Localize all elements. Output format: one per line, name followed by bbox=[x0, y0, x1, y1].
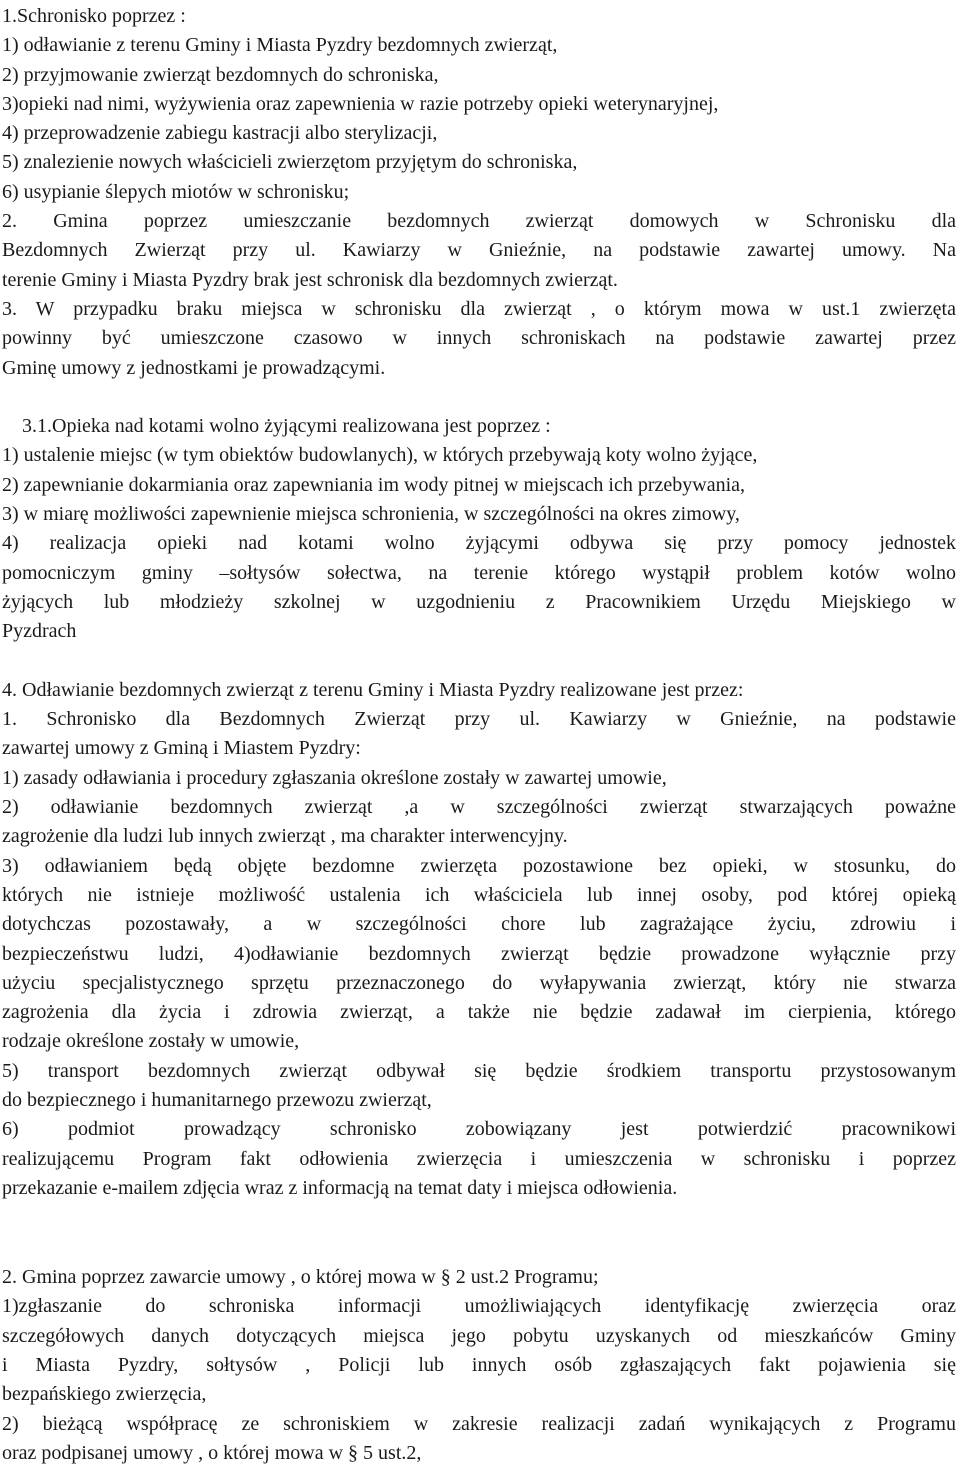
paragraph-line: bezpieczeństwu ludzi, 4)odławianie bezdomnych zwierząt będzie prowadzone wyłącznie przy bbox=[2, 942, 956, 965]
paragraph-line: i Miasta Pyzdry, sołtysów , Policji lub innych osób zgłaszających fakt pojawienia się bbox=[2, 1354, 956, 1377]
paragraph-line: Bezdomnych Zwierząt przy ul. Kawiarzy w Gnieźnie, na podstawie zawartej umowy. Na bbox=[2, 239, 956, 262]
paragraph-line: 3)opieki nad nimi, wyżywienia oraz zapewnienia w razie potrzeby opieki weterynaryjnej, bbox=[2, 92, 719, 115]
paragraph-line: Gminę umowy z jednostkami je prowadzącymi. bbox=[2, 356, 386, 379]
paragraph-line: powinny być umieszczone czasowo w innych schroniskach na podstawie zawartej przez bbox=[2, 327, 956, 350]
paragraph-line: przekazanie e-mailem zdjęcia wraz z informacją na temat daty i miejsca odłowienia. bbox=[2, 1176, 678, 1199]
paragraph-line: żyjących lub młodzieży szkolnej w uzgodnieniu z Pracownikiem Urzędu Miejskiego w bbox=[2, 590, 956, 613]
spacer bbox=[2, 383, 956, 412]
section-heading: 3.1.Opieka nad kotami wolno żyjącymi realizowana jest poprzez : bbox=[22, 415, 551, 438]
paragraph-line: 6) podmiot prowadzący schronisko zobowiązany jest potwierdzić pracownikowi bbox=[2, 1118, 956, 1141]
paragraph-line: 3. W przypadku braku miejsca w schronisku dla zwierząt , o którym mowa w ust.1 zwierzęta bbox=[2, 297, 956, 320]
paragraph-line: 3) w miarę możliwości zapewnienie miejsca schronienia, w szczególności na okres zimowy, bbox=[2, 503, 740, 526]
section-heading: 2. Gmina poprzez zawarcie umowy , o której mowa w § 2 ust.2 Programu; bbox=[2, 1266, 599, 1289]
spacer bbox=[2, 1203, 956, 1263]
section-heading: 4. Odławianie bezdomnych zwierząt z terenu Gminy i Miasta Pyzdry realizowane jest przez: bbox=[2, 678, 744, 701]
paragraph-line: 4) przeprowadzenie zabiegu kastracji albo sterylizacji, bbox=[2, 122, 438, 145]
paragraph-line: 2. Gmina poprzez umieszczanie bezdomnych zwierząt domowych w Schronisku dla bbox=[2, 210, 956, 233]
paragraph-line: pomocniczym gminy –sołtysów sołectwa, na terenie którego wystąpił problem kotów wolno bbox=[2, 561, 956, 584]
paragraph-line: 1. Schronisko dla Bezdomnych Zwierząt przy ul. Kawiarzy w Gnieźnie, na podstawie bbox=[2, 708, 956, 731]
paragraph-line: 6) usypianie ślepych miotów w schronisku; bbox=[2, 180, 350, 203]
paragraph-line: rodzaje określone zostały w umowie, bbox=[2, 1030, 300, 1053]
paragraph-line: użyciu specjalistycznego sprzętu przeznaczonego do wyłapywania zwierząt, który nie stwarza bbox=[2, 971, 956, 994]
paragraph-line: których nie istnieje możliwość ustalenia ich właściciela lub innej osoby, pod której opieką bbox=[2, 883, 956, 906]
paragraph-line: 2) bieżącą współpracę ze schroniskiem w zakresie realizacji zadań wynikających z Programu bbox=[2, 1412, 956, 1435]
paragraph-line: terenie Gminy i Miasta Pyzdry brak jest schronisk dla bezdomnych zwierząt. bbox=[2, 268, 618, 291]
paragraph-line: oraz podpisanej umowy , o której mowa w § 5 ust.2, bbox=[2, 1441, 422, 1464]
paragraph-line: 1) odławianie z terenu Gminy i Miasta Pyzdry bezdomnych zwierząt, bbox=[2, 34, 558, 57]
paragraph-line: 4) realizacja opieki nad kotami wolno żyjącymi odbywa się przy pomocy jednostek bbox=[2, 532, 956, 555]
paragraph-line: zagrożenia dla życia i zdrowia zwierząt, a także nie będzie zadawał im cierpienia, którego bbox=[2, 1001, 956, 1024]
paragraph-line: 3) odławianiem będą objęte bezdomne zwierzęta pozostawione bez opieki, w stosunku, do bbox=[2, 854, 956, 877]
paragraph-line: 5) transport bezdomnych zwierząt odbywał się będzie środkiem transportu przystosowanym bbox=[2, 1059, 956, 1082]
section-heading: 1.Schronisko poprzez : bbox=[2, 5, 186, 27]
paragraph-line: 5) znalezienie nowych właścicieli zwierzętom przyjętym do schroniska, bbox=[2, 151, 578, 174]
paragraph-line: bezpańskiego zwierzęcia, bbox=[2, 1383, 207, 1406]
paragraph-line: Pyzdrach bbox=[2, 620, 77, 643]
paragraph-line: 1) zasady odławiania i procedury zgłaszania określone zostały w zawartej umowie, bbox=[2, 766, 667, 789]
spacer bbox=[2, 647, 956, 676]
paragraph-line: 2) zapewnianie dokarmiania oraz zapewniania im wody pitnej w miejscach ich przebywania, bbox=[2, 473, 746, 496]
paragraph-line: 2) przyjmowanie zwierząt bezdomnych do schroniska, bbox=[2, 63, 439, 86]
paragraph-line: zagrożenie dla ludzi lub innych zwierząt , ma charakter interwencyjny. bbox=[2, 825, 568, 848]
paragraph-line: zawartej umowy z Gminą i Miastem Pyzdry: bbox=[2, 737, 361, 760]
paragraph-line: dotychczas pozostawały, a w szczególności chore lub zagrażające życiu, zdrowiu i bbox=[2, 913, 956, 936]
paragraph-line: 1)zgłaszanie do schroniska informacji umożliwiających identyfikację zwierzęcia oraz bbox=[2, 1295, 956, 1318]
paragraph-line: 2) odławianie bezdomnych zwierząt ,a w szczególności zwierząt stwarzających poważne bbox=[2, 796, 956, 819]
paragraph-line: do bezpiecznego i humanitarnego przewozu zwierząt, bbox=[2, 1088, 432, 1111]
paragraph-line: 1) ustalenie miejsc (w tym obiektów budowlanych), w których przebywają koty wolno żyjące, bbox=[2, 444, 758, 467]
paragraph-line: realizującemu Program fakt odłowienia zwierzęcia i umieszczenia w schronisku i poprzez bbox=[2, 1147, 956, 1170]
paragraph-line: szczegółowych danych dotyczących miejsca jego pobytu uzyskanych od mieszkańców Gminy bbox=[2, 1324, 956, 1347]
